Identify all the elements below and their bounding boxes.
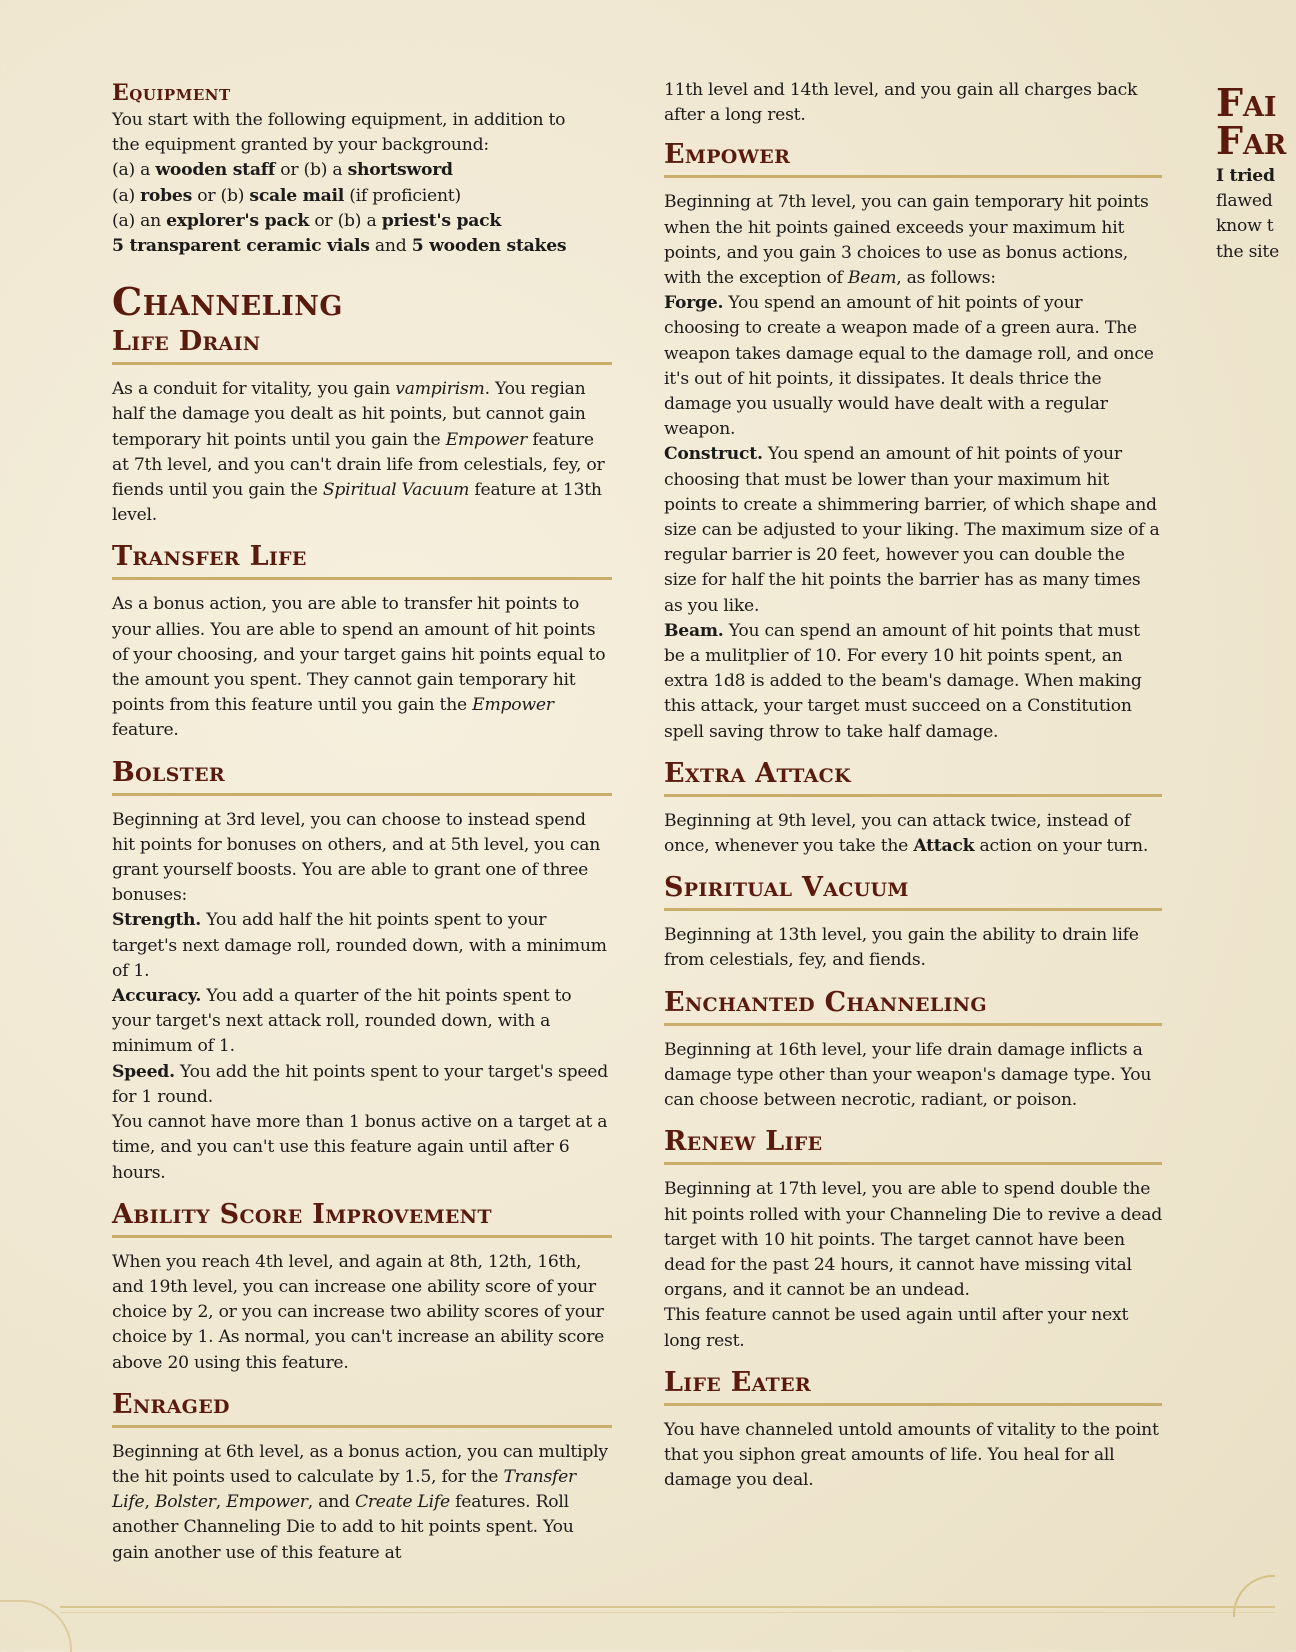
life-eater-section <box>664 1366 1162 1494</box>
empower-intro: Beginning at 7th level, you can gain temporary hit points when the hit points gained exceeds your maximum hit points, and you gain 3 choices to use as bonus actions, with the exception of Beam, as follows: <box>664 192 1149 289</box>
enraged-heading: Enraged <box>112 1388 612 1428</box>
enchanted-channeling-heading: Enchanted Channeling <box>664 986 1162 1026</box>
channeling-title: Channeling <box>112 279 343 325</box>
enraged-section <box>112 1388 612 1566</box>
equipment-intro: You start with the following equipment, in addition to <box>112 110 566 130</box>
left-column <box>112 78 612 1566</box>
renew-life-heading: Renew Life <box>664 1125 1162 1165</box>
footer-ornament-line <box>60 1612 1275 1613</box>
right-title-1: Fai <box>1216 80 1277 125</box>
spiritual-vacuum-text: Beginning at 13th level, you gain the ability to drain life from celestials, fey, and fiends. <box>664 925 1139 971</box>
life-drain-heading: Life Drain <box>112 325 612 365</box>
footer-ornament-flourish <box>1233 1575 1275 1617</box>
extra-attack-heading: Extra Attack <box>664 757 1162 797</box>
footer-ornament-line <box>60 1606 1275 1608</box>
right-title-2: Far <box>1216 118 1287 163</box>
enchanted-channeling-section <box>664 986 1162 1114</box>
equipment-item: (a) an explorer's pack or (b) a priest's pack <box>112 210 502 231</box>
life-eater-heading: Life Eater <box>664 1366 1162 1406</box>
life-eater-text: You have channeled untold amounts of vitality to the point that you siphon great amounts of life. You heal for all damage you deal. <box>664 1419 1159 1491</box>
bolster-heading: Bolster <box>112 756 612 796</box>
right-text-line: the site <box>1216 241 1280 262</box>
life-drain-text: As a conduit for vitality, you gain vampirism. You regian half the damage you dealt as hit points, but cannot gain temporary hit points until you gain the Empower feature at 7th level, and you can't drain life from celestials, fey, or fiends until you gain the Spiritual Vacuum feature at 13th level. <box>112 379 605 526</box>
transfer-life-heading: Transfer Life <box>112 540 612 580</box>
equipment-heading: Equipment <box>112 80 231 106</box>
bolster-outro: You cannot have more than 1 bonus active on a target at a time, and you can't use this feature again until after 6 hours. <box>112 1112 608 1183</box>
asi-text: When you reach 4th level, and again at 8th, 12th, 16th, and 19th level, you can increase one ability score of your choice by 2, or you can increase two ability scores of your choice by 1. As normal, you can't increase an ability score above 20 using this feature. <box>112 1251 605 1373</box>
extra-attack-section <box>664 757 1162 859</box>
empower-beam: Beam. You can spend an amount of hit points that must be a mulitplier of 10. For every 10 hit points spent, an extra 1d8 is added to the beam's damage. When making this attack, your target must succeed on a Constitution spell saving throw to take half damage. <box>664 620 1142 742</box>
empower-forge: Forge. You spend an amount of hit points of your choosing to create a weapon made of a green aura. The weapon takes damage equal to the damage roll, and once it's out of hit points, it dissipates. It deals thrice the damage you usually would have dealt with a regular weapon. <box>664 293 1154 440</box>
renew-life-text-2: This feature cannot be used again until after your next long rest. <box>664 1305 1129 1351</box>
extra-attack-text: Beginning at 9th level, you can attack twice, instead of once, whenever you take the Attack action on your turn. <box>664 810 1149 857</box>
asi-section <box>112 1198 612 1376</box>
right-column-partial <box>1216 80 1296 265</box>
transfer-life-section <box>112 540 612 743</box>
life-drain-section <box>112 325 612 528</box>
middle-column <box>664 78 1162 1493</box>
empower-section <box>664 138 1162 744</box>
transfer-life-text: As a bonus action, you are able to transfer hit points to your allies. You are able to spend an amount of hit points of your choosing, and your target gains hit points equal to the amount you spent. They cannot gain temporary hit points from this feature until you gain the Empower feature. <box>112 594 606 741</box>
enchanted-channeling-text: Beginning at 16th level, your life drain damage inflicts a damage type other than your weapon's damage type. You can choose between necrotic, radiant, or poison. <box>664 1039 1152 1111</box>
equipment-item: (a) a wooden staff or (b) a shortsword <box>112 160 453 181</box>
equipment-intro-2: the equipment granted by your background: <box>112 135 489 156</box>
spiritual-vacuum-section <box>664 871 1162 973</box>
bolster-section <box>112 756 612 1186</box>
equipment-item: (a) robes or (b) scale mail (if proficient) <box>112 185 461 206</box>
bolster-accuracy: Accuracy. You add a quarter of the hit points spent to your target's next attack roll, rounded down, with a minimum of 1. <box>112 986 572 1057</box>
enraged-continued: 11th level and 14th level, and you gain all charges back after a long rest. <box>664 80 1138 126</box>
spiritual-vacuum-heading: Spiritual Vacuum <box>664 871 1162 911</box>
empower-heading: Empower <box>664 138 1162 178</box>
bolster-strength: Strength. You add half the hit points spent to your target's next damage roll, rounded down, with a minimum of 1. <box>112 910 607 981</box>
asi-heading: Ability Score Improvement <box>112 1198 612 1238</box>
equipment-section <box>112 78 612 259</box>
empower-construct: Construct. You spend an amount of hit points of your choosing that must be lower than your maximum hit points to create a shimmering barrier, of which shape and size can be adjusted to your liking. The maximum size of a regular barrier is 20 feet, however you can double the size for half the hit points the barrier has as many times as you like. <box>664 444 1160 616</box>
equipment-item: 5 transparent ceramic vials and 5 wooden stakes <box>112 236 567 257</box>
right-text-line: flawed <box>1216 191 1273 212</box>
bolster-intro: Beginning at 3rd level, you can choose to instead spend hit points for bonuses on others, and at 5th level, you can grant yourself boosts. You are able to grant one of three bonuses: <box>112 809 601 906</box>
enraged-text: Beginning at 6th level, as a bonus action, you can multiply the hit points used to calculate by 1.5, for the Transfer Life, Bolster, Empower, and Create Life features. Roll another Channeling Die to add to hit points spent. You gain another use of this feature at <box>112 1441 608 1563</box>
bolster-speed: Speed. You add the hit points spent to your target's speed for 1 round. <box>112 1061 608 1107</box>
right-text-line: I tried <box>1216 166 1275 186</box>
renew-life-text: Beginning at 17th level, you are able to spend double the hit points rolled with your Channeling Die to revive a dead target with 10 hit points. The target cannot have been dead for the past 24 hours, it cannot have missing vital organs, and it cannot be an undead. <box>664 1179 1162 1301</box>
right-text-line: know t <box>1216 216 1274 237</box>
renew-life-section <box>664 1125 1162 1353</box>
